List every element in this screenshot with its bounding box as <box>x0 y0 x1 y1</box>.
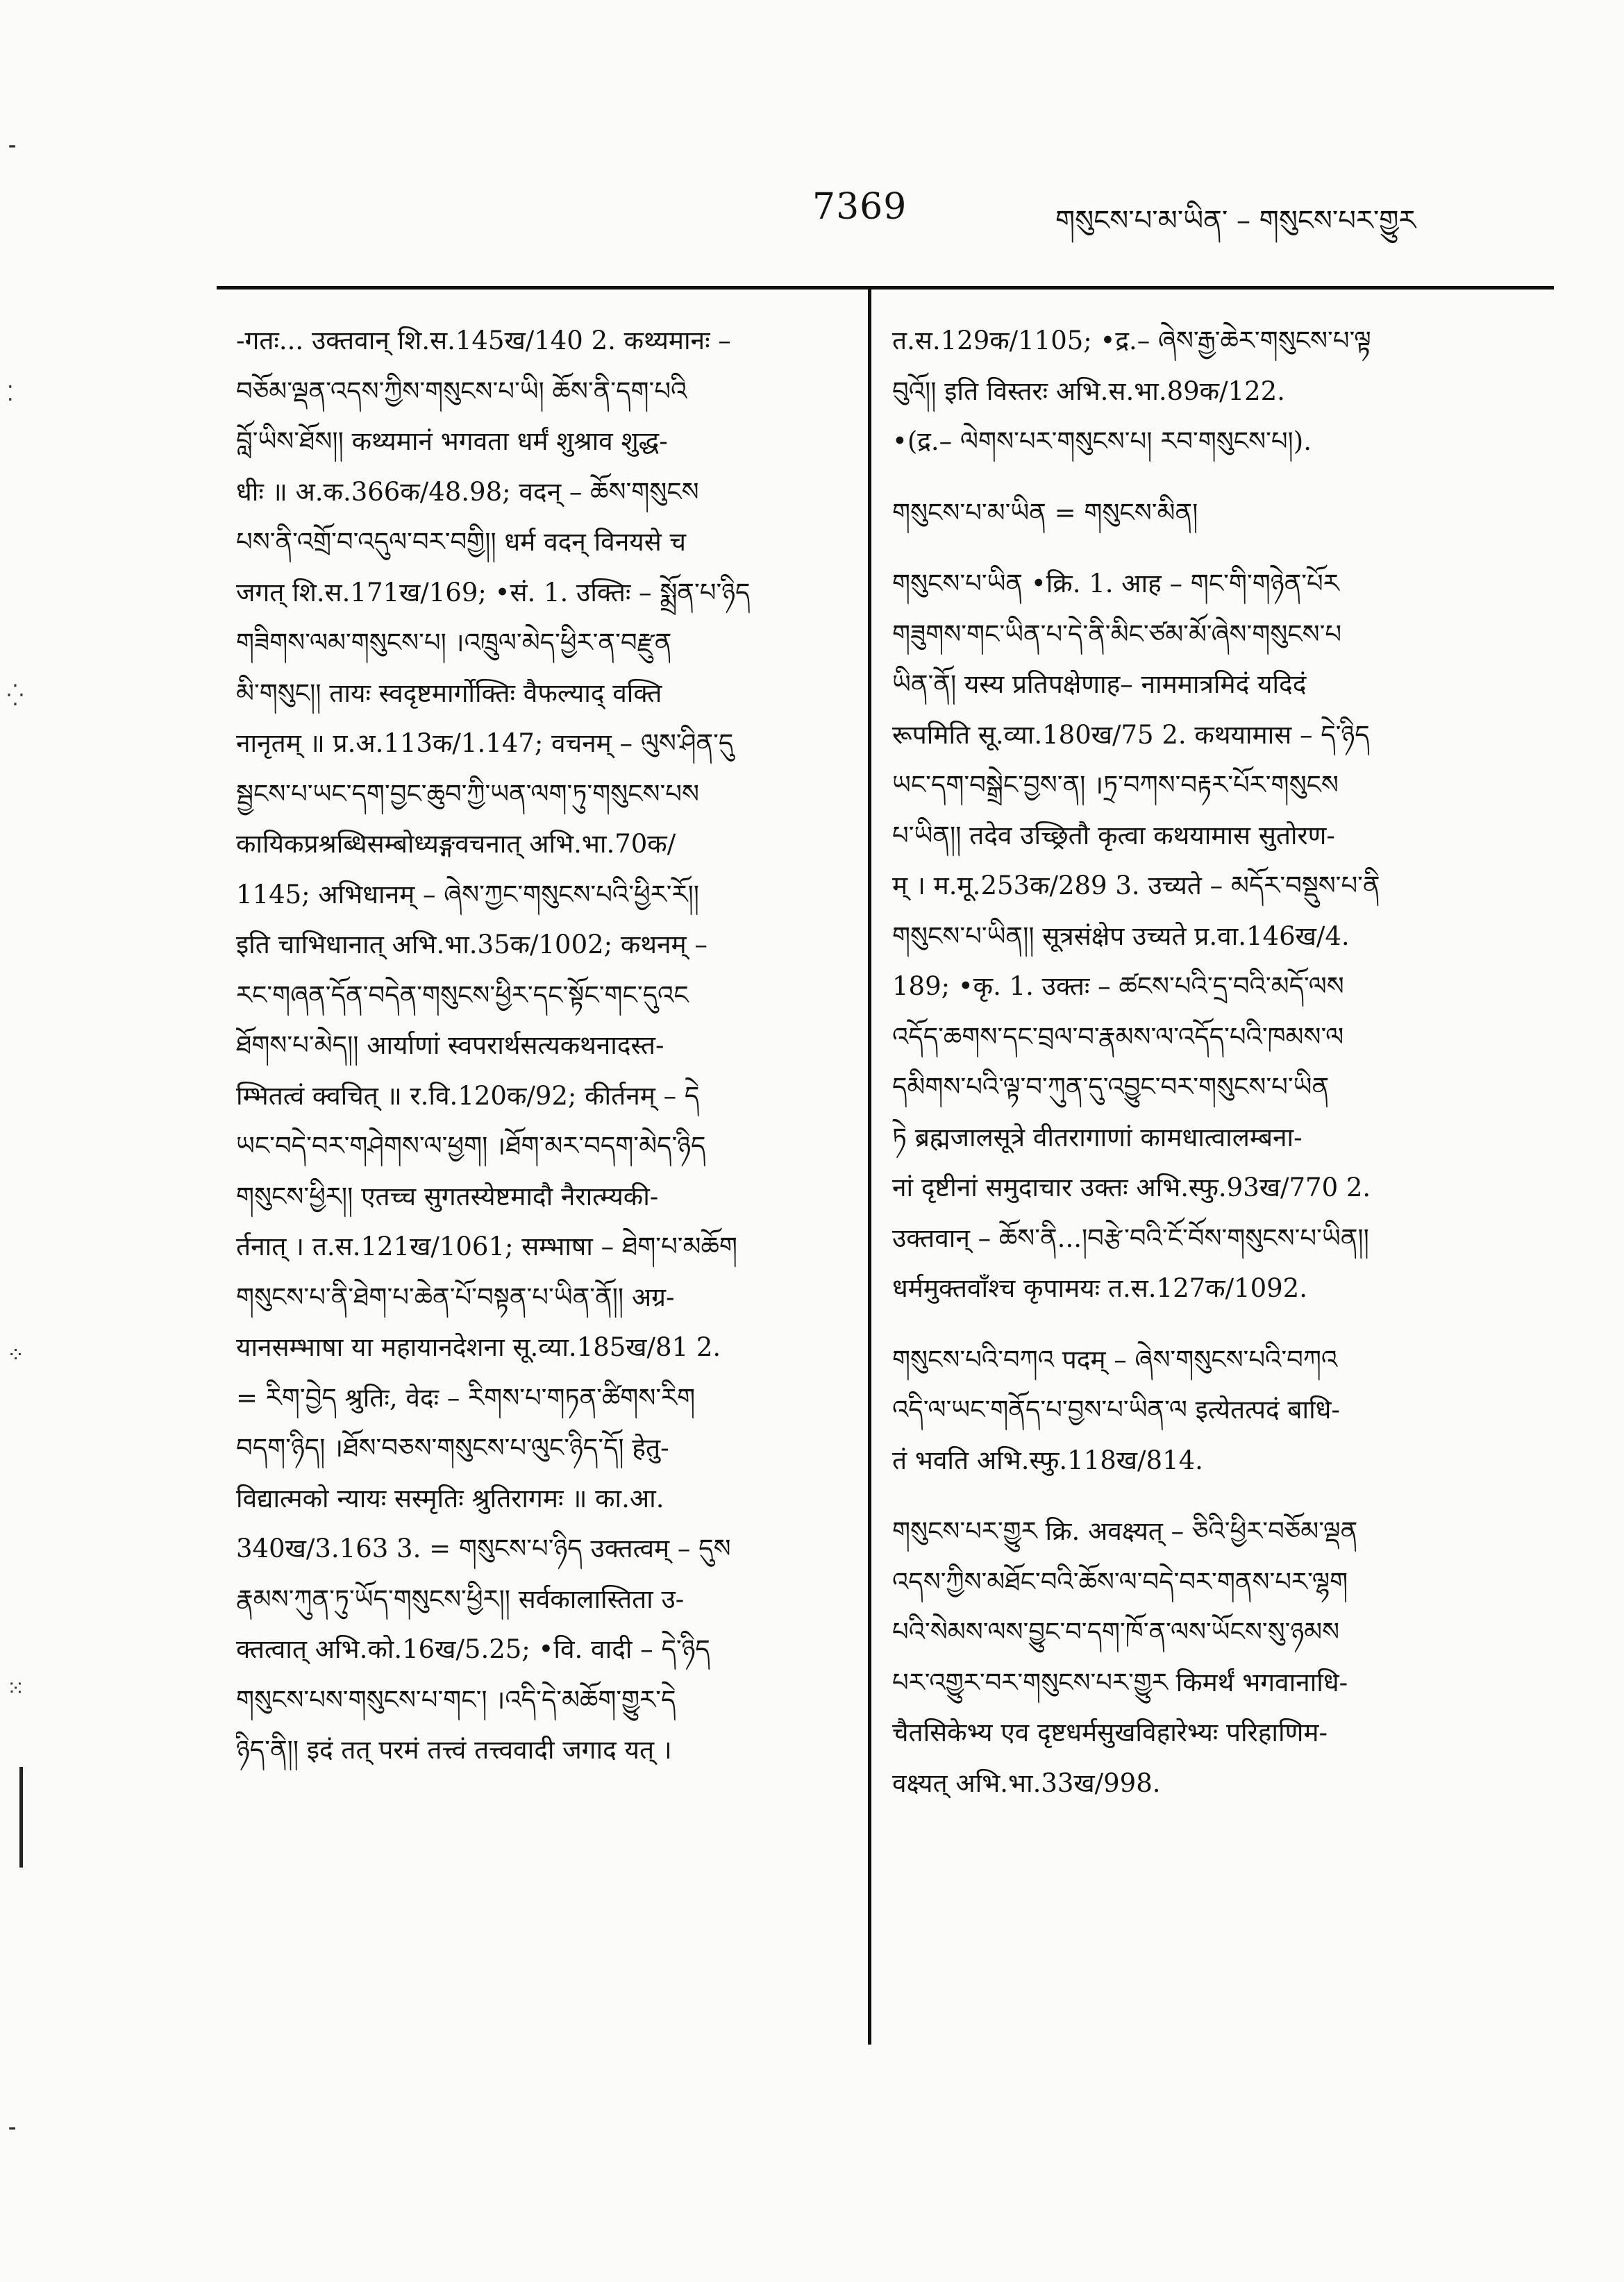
text-line: धीः ॥ अ.क.366क/48.98; वदन् – ཆོས་གསུངས <box>236 476 699 507</box>
right-column <box>892 316 1538 1809</box>
text-line: नां दृष्टीनां समुदाचार उक्तः अभि.स्फु.93ख/770 2. <box>892 1173 1371 1202</box>
text-line: चैतसिकेभ्य एव दृष्टधर्मसुखविहारेभ्यः परिहाणिम- <box>892 1718 1328 1747</box>
text-line: བློ་ཡིས་ཐོས།། कथ्यमानं भगवता धर्मं शुश्राव शुद्ध- <box>236 426 668 456</box>
text-line: གསུངས་པ་ཡིན།། सूत्रसंक्षेप उच्यते प्र.वा.146ख/4. <box>892 921 1350 951</box>
text-line: जगत् शि.स.171ख/169; •सं. 1. उक्तिः – སྨྲོན་པ་ཉིད <box>236 577 751 607</box>
text-line: པ་ཡིན།། तदेव उच्छ्रितौ कृत्वा कथयामास सुतोरण- <box>892 820 1335 850</box>
text-line: འདི་ལ་ཡང་གནོད་པ་བྱས་པ་ཡིན་ལ इत्येतत्पदं बाधि- <box>892 1395 1340 1425</box>
text-line: तं भवति अभि.स्फु.118ख/814. <box>892 1445 1203 1475</box>
margin-bar <box>19 1767 23 1868</box>
text-line: क्तत्वात् अभि.को.16ख/5.25; •वि. वादी – དེ་ཉིད <box>236 1634 710 1664</box>
text-line: ཏེ ब्रह्मजालसूत्रे वीतरागाणां कामधात्वालम्बना- <box>892 1122 1303 1152</box>
text-line: -गतः... उक्तवान् शि.स.145ख/140 2. कथ्यमानः – <box>236 326 731 355</box>
margin-mark: ⁃ <box>7 135 17 160</box>
text-line: རྣམས་ཀུན་ཏུ་ཡོད་གསུངས་ཕྱིར།། सर्वकालास्तिता उ- <box>236 1584 685 1614</box>
margin-mark: ⁘ <box>7 1343 25 1368</box>
text-line: པའི་སེམས་ལས་བྱུང་བ་དག་ཁོ་ན་ལས་ཡོངས་སུ་ཉམས <box>892 1617 1340 1647</box>
text-line: विद्यात्मको न्यायः सस्मृतिः श्रुतिरागमः ॥ का.आ. <box>236 1483 664 1513</box>
entry-gap <box>892 1314 1538 1335</box>
margin-mark: ⁃ <box>7 2117 17 2142</box>
text-line: པར་འགྱུར་བར་གསུངས་པར་གྱུར किमर्थं भगवानाधि- <box>892 1667 1348 1697</box>
text-line: རང་གཞན་དོན་བདེན་གསུངས་ཕྱིར་དང་སྟོང་གང་དུའང <box>236 980 689 1010</box>
text-line: ཐོགས་པ་མེད།། आर्याणां स्वपरार्थसत्यकथनादस्त- <box>236 1030 664 1060</box>
text-line: གསུངས་པ་མ་ཡིན = གསུངས་མིན། <box>892 497 1198 528</box>
text-line: = རིག་བྱེད श्रुतिः, वेदः – རིགས་པ་གཏན་ཚིགས་རིག <box>236 1382 696 1413</box>
text-line: •(द्र.– ལེགས་པར་གསུངས་པ། རབ་གསུངས་པ།). <box>892 426 1312 456</box>
text-line: དམིགས་པའི་ལྟ་བ་ཀུན་དུ་འབྱུང་བར་གསུངས་པ་ཡིན <box>892 1072 1330 1102</box>
text-line: ཡང་བདེ་བར་གཤེགས་ལ་ཕྱག། ।ཐོག་མར་བདག་མེད་ཉིད <box>236 1131 706 1161</box>
text-line: उक्तवान् – ཆོས་ནི...།བརྩེ་བའི་ངོ་བོས་གསུངས་པ་ཡིན།། <box>892 1223 1369 1253</box>
text-line: གཟུགས་གང་ཡིན་པ་དེ་ནི་མིང་ཙམ་མོ་ཞེས་གསུངས་པ <box>892 619 1342 649</box>
text-line: འདོད་ཆགས་དང་བྲལ་བ་རྣམས་ལ་འདོད་པའི་ཁམས་ལ <box>892 1021 1344 1052</box>
text-line: བཅོམ་ལྡན་འདས་ཀྱིས་གསུངས་པ་ཡི། ཆོས་ནི་དག་པའི <box>236 376 687 406</box>
text-line: 1145; अभिधानम् – ཞེས་ཀྱང་གསུངས་པའི་ཕྱིར་རོ།། <box>236 879 700 909</box>
text-line: གསུངས་ཕྱིར།། एतच्च सुगतस्येष्टमादौ नैरात्म्यकी- <box>236 1181 659 1211</box>
text-line: སྦྱངས་པ་ཡང་དག་བྱང་ཆུབ་ཀྱི་ཡན་ལག་ཏུ་གསུངས་པས <box>236 778 699 809</box>
text-line: कायिकप्रश्रब्धिसम्बोध्यङ्गवचनात् अभि.भा.70क/ <box>236 829 676 859</box>
page-number: 7369 <box>812 186 907 228</box>
header-rule <box>217 286 1554 290</box>
text-line: གསུངས་པར་གྱུར क्रि. अवक्ष्यत् – ཅིའི་ཕྱིར་བཅོམ་ལྡན <box>892 1516 1358 1546</box>
text-line: བུའོ།། इति विस्तरः अभि.स.भा.89क/122. <box>892 376 1285 406</box>
text-line: ཉིད་ནི།། इदं तत् परमं तत्त्वं तत्त्ववादी जगाद यत् । <box>236 1735 672 1765</box>
text-line: ཡང་དག་བསྒྲེང་བྱས་ན། ।ཏྲ་བཀས་བརྟར་པོར་གསུངས <box>892 770 1339 800</box>
text-line: བདག་ཉིད། ।ཐོས་བཅས་གསུངས་པ་ལུང་ཉིད་དོ། हेतु- <box>236 1433 669 1463</box>
text-line: ཡིན་ནོ། यस्य प्रतिपक्षेणाह– नाममात्रमिदं यदिदं <box>892 669 1307 699</box>
running-head: གསུངས་པ་མ་ཡིན་ – གསུངས་པར་གྱུར <box>1055 205 1416 237</box>
text-line: པས་ནི་འགྲོ་བ་འདུལ་བར་བགྱི།། धर्म वदन् विनयसे च <box>236 527 686 557</box>
text-line: གསུངས་པ་ནི་ཐེག་པ་ཆེན་པོ་བསྟན་པ་ཡིན་ནོ།། अग्र- <box>236 1282 675 1312</box>
text-line: འདས་ཀྱིས་མཐོང་བའི་ཆོས་ལ་བདེ་བར་གནས་པར་ལྷག <box>892 1566 1348 1597</box>
entry-gap <box>892 1486 1538 1507</box>
text-line: त.स.129क/1105; •द्र.– ཞེས་རྒྱ་ཆེར་གསུངས་པ་ལྟ <box>892 326 1371 355</box>
text-line: 189; •कृ. 1. उक्तः – ཚངས་པའི་དྲ་བའི་མདོ་ལས <box>892 971 1344 1001</box>
text-line: གསུངས་པ་ཡིན •क्रि. 1. आह – གང་གི་གཉེན་པོར <box>892 569 1339 598</box>
left-column <box>236 316 847 1776</box>
text-line: नानृतम् ॥ प्र.अ.113क/1.147; वचनम् – ལུས་ཤིན་དུ <box>236 728 734 758</box>
text-line: 340ख/3.163 3. = གསུངས་པ་ཉིད उक्तत्वम् – དུས <box>236 1534 731 1563</box>
text-line: वक्ष्यत् अभि.भा.33ख/998. <box>892 1768 1161 1798</box>
text-line: रूपमिति सू.व्या.180ख/75 2. कथयामास – དེ་ཉིད <box>892 719 1370 750</box>
text-line: इति चाभिधानात् अभि.भा.35क/1002; कथनम् – <box>236 930 708 959</box>
text-line: མི་གསུང།། तायः स्वदृष्टमार्गोक्तिः वैफल्याद् वक्ति <box>236 678 662 708</box>
margin-mark: ⁛ <box>7 684 24 708</box>
text-line: म्भितत्वं क्वचित् ॥ र.वि.120क/92; कीर्तनम् – དེ <box>236 1080 700 1111</box>
margin-mark: ⁙ <box>7 1677 25 1701</box>
entry-gap <box>892 538 1538 559</box>
text-line: धर्ममुक्तवाँश्च कृपामयः त.स.127क/1092. <box>892 1273 1307 1303</box>
text-line: གསུངས་པས་གསུངས་པ་གང་། ।འདི་དེ་མཆོག་གྱུར་དེ <box>236 1684 676 1715</box>
text-line: གཟིགས་ལམ་གསུངས་པ། ।འཁྲུལ་མེད་ཕྱིར་ན་བརྫུན <box>236 628 672 657</box>
text-line: म् । म.मू.253क/289 3. उच्यते – མདོར་བསྡུས་པ་ནི <box>892 871 1380 900</box>
entry-gap <box>892 467 1538 488</box>
column-divider <box>868 288 871 2045</box>
text-line: གསུངས་པའི་བཀའ पदम् – ཞེས་གསུངས་པའི་བཀའ <box>892 1344 1338 1375</box>
margin-mark: ⁚ <box>7 382 14 406</box>
text-line: र्तनात् । त.स.121ख/1061; सम्भाषा – ཐེག་པ་མཆོག <box>236 1232 737 1261</box>
text-line: यानसम्भाषा या महायानदेशना सू.व्या.185ख/81 2. <box>236 1332 721 1362</box>
